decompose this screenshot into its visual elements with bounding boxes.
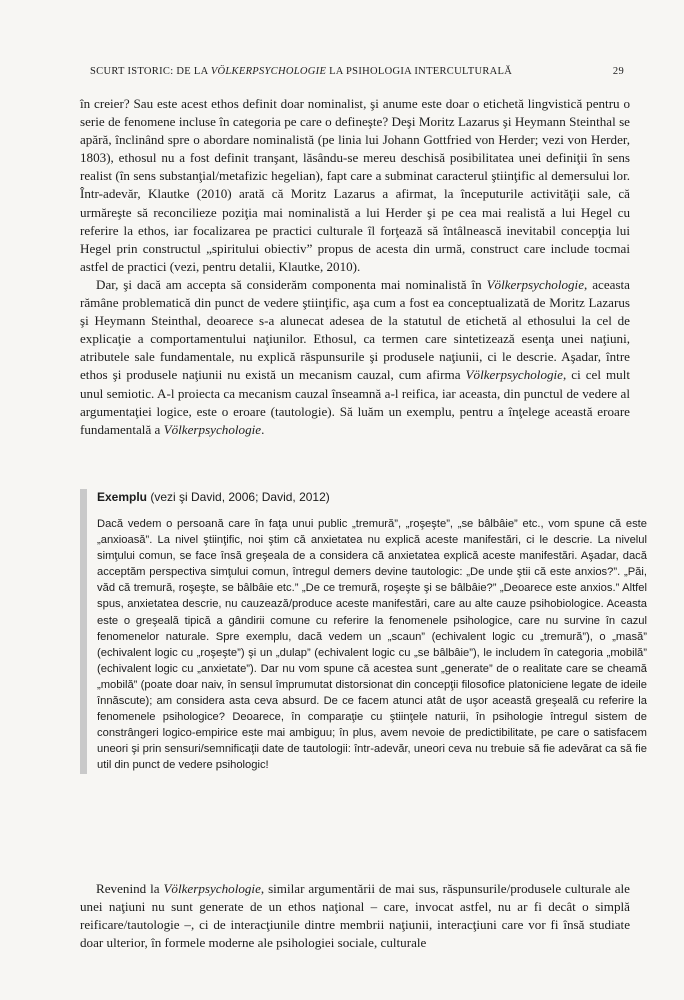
main-text (80, 95, 630, 439)
paragraph-1: în creier? Sau este acest ethos definit doar nominalist, şi anume este doar o etichetă lingvistică pentru o serie de fenomene incluse în categoria pe care o defineşte? Deşi Moritz Lazarus şi Heymann Steinthal se apără, înclinând spre o abordare nominalistă (pe linia lui Johann Gottfried von Herder; vezi von Herder, 1803), ethosul nu a fost definit tranşant, lăsându-se mereu deschisă posibilitatea unei definiţii în sens realist (în sens substanţial/metafizic hegelian), fapt care a subminat caracterul ştiinţific al demersului lor. Într-adevăr, Klautke (2010) arată că Moritz Lazarus a afirmat, la începuturile activităţii sale, că urmăreşte să reconcilieze poziţia mai nominalistă a lui Herder şi pe cea mai realistă a lui Hegel cu referire la ethos, iar focalizarea pe practici culturale îl forţează să întâlnească inevitabil concepţia lui Hegel prin constructul „spiritului obiectiv” propus de acesta din urmă, construct care include tocmai astfel de practici (vezi, pentru detalii, Klautke, 2010). (80, 96, 630, 274)
paragraph-3: Revenind la Völkerpsychologie, similar argumentării de mai sus, răspunsurile/produsele culturale ale unei naţiuni nu sunt generate de un ethos naţional – care, invocat astfel, nu ar fi decât o simplă reificare/tautologie –, ci de interacţiunile dintre membrii naţiunii, interacţiuni care vor fi însă studiate doar ulterior, în formele moderne ale psihologiei sociale, culturale (80, 881, 630, 951)
running-header (90, 66, 624, 77)
closing-text (80, 880, 630, 952)
paragraph-2: Dar, şi dacă am accepta să considerăm componenta mai nominalistă în Völkerpsychologie, aceasta rămâne problematică din punct de vedere ştiinţific, aşa cum a fost ea conceptualizată de Moritz Lazarus şi Heymann Steinthal, deoarece s-a alunecat adesea de la statutul de etichetă al ethosului la cel de explicaţie a comportamentului naţiunilor. Ethosul, ca termen care sintetizează esenţa unei naţiuni, atributele sale fundamentale, nu explică răspunsurile şi produsele naţiunii, ci le descrie. Aşadar, între ethos şi produsele naţiunii nu există un mecanism cauzal, cum afirma Völkerpsychologie, ci cel mult unul semiotic. A-l proiecta ca mecanism cauzal înseamnă a-l reifica, iar aceasta, din punctul de vedere al argumentaţiei logice, este o eroare (tautologie). Să luăm un exemplu, pentru a înţelege această eroare fundamentală a Völkerpsychologie. (80, 276, 630, 437)
example-body: Dacă vedem o persoană care în faţa unui public „tremură”, „roşeşte”, „se bâlbâie” etc., vom spune că este „anxioasă”. La nivel ştiinţific, noi ştim că anxietatea nu explică aceste manifestări, ci le descrie. La nivelul simţului comun, se face însă greşeala de a considera că anxietatea explică aceste manifestări. Aşadar, dacă acceptăm perspectiva simţului comun, întregul demers devine tautologic: „De unde ştii că este anxios?”. „Păi, văd că tremură, roşeşte, se bâlbâie etc.” „De ce tremură, roşeşte şi se bâlbâie?” „Deoarece este anxios.” Altfel spus, anxietatea descrie, nu cauzează/produce aceste manifestări, care au alte cauze psihobiologice. Aceasta este o greşeală tipică a gândirii comune cu referire la fenomenele psihologice, care nu survine în cazul fenomenelor naturale. Spre exemplu, dacă vedem un „scaun” (echivalent logic cu „tremură”), o „masă” (echivalent logic cu „roşeşte”) şi un „dulap” (echivalent logic cu „se bâlbâie”), le includem în categoria „mobilă” (echivalent logic cu „anxietate”). Dar nu vom spune că acestea sunt „generate” de o realitate care se cheamă „mobilă” (poate doar naiv, în sensul împrumutat distorsionat din concepţii filosofice platoniciene legate de ideile înnăscute); am considera asta ceva absurd. De ce facem atunci atât de uşor această greşeală cu referire la fenomenele psihologice? Deoarece, în comparaţie cu ştiinţele naturii, în psihologie întregul sistem de constrângeri logico-empirice este mai ambiguu; în plus, avem nevoie de predictibilitate, pe care o satisfacem uneori şi prin sensuri/semnificaţii date de tautologii: într-adevăr, uneori ceva nu trebuie să fie adevărat ca să fie util din punct de vedere psihologic! (97, 518, 647, 772)
example-box (80, 489, 649, 774)
page-number: 29 (612, 66, 624, 77)
example-heading: Exemplu (vezi şi David, 2006; David, 2012) (97, 490, 330, 504)
running-title: SCURT ISTORIC: DE LA VÖLKERPSYCHOLOGIE LA PSIHOLOGIA INTERCULTURALĂ (90, 66, 513, 77)
